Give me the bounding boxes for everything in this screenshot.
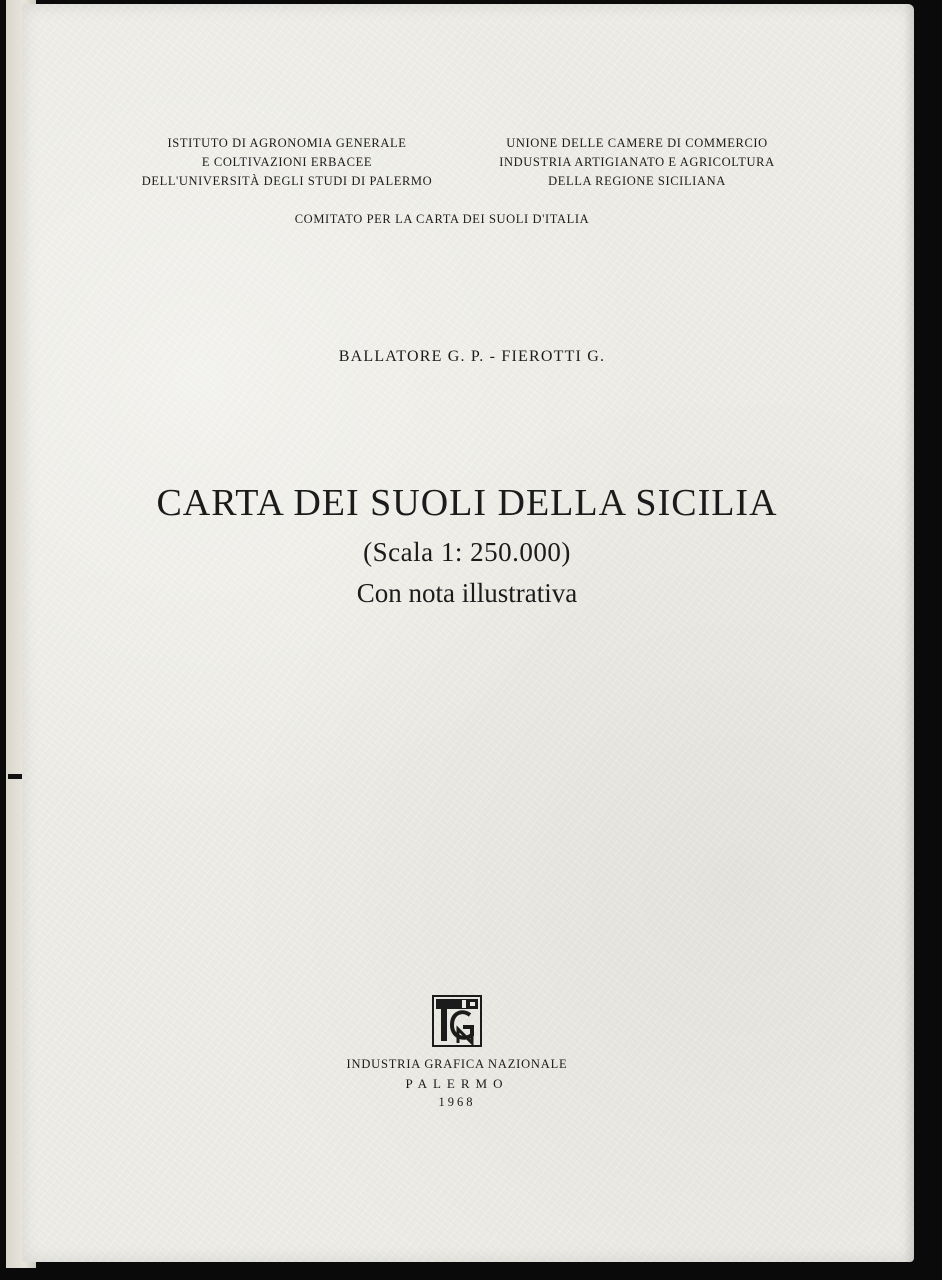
institution-left-line: ISTITUTO DI AGRONOMIA GENERALE [167,136,407,150]
institution-left-line: E COLTIVAZIONI ERBACEE [201,155,373,169]
publisher-city: PALERMO [405,1076,509,1091]
institution-right-line: INDUSTRIA ARTIGIANATO E AGRICOLTURA [499,155,775,169]
map-scale: (Scala 1: 250.000) [363,537,571,567]
subtitle: Con nota illustrativa [356,578,578,608]
institution-left [117,134,457,191]
book-title: CARTA DEI SUOLI DELLA SICILIA [156,482,778,524]
committee-line: COMITATO PER LA CARTA DEI SUOLI D'ITALIA [294,212,590,226]
page-edge-shadow [904,4,914,1262]
institution-right [467,134,807,191]
publisher-block [267,1055,647,1112]
authors: BALLATORE G. P. - FIEROTTI G. [338,348,606,365]
institution-right-line: UNIONE DELLE CAMERE DI COMMERCIO [506,136,768,150]
publication-year: 1968 [438,1095,476,1109]
institution-right-line: DELLA REGIONE SICILIANA [548,174,726,188]
institution-left-line: DELL'UNIVERSITÀ DEGLI STUDI DI PALERMO [141,174,433,188]
publisher-name: INDUSTRIA GRAFICA NAZIONALE [346,1057,568,1071]
cover-page [22,4,914,1262]
publisher-logo-icon [432,995,482,1047]
